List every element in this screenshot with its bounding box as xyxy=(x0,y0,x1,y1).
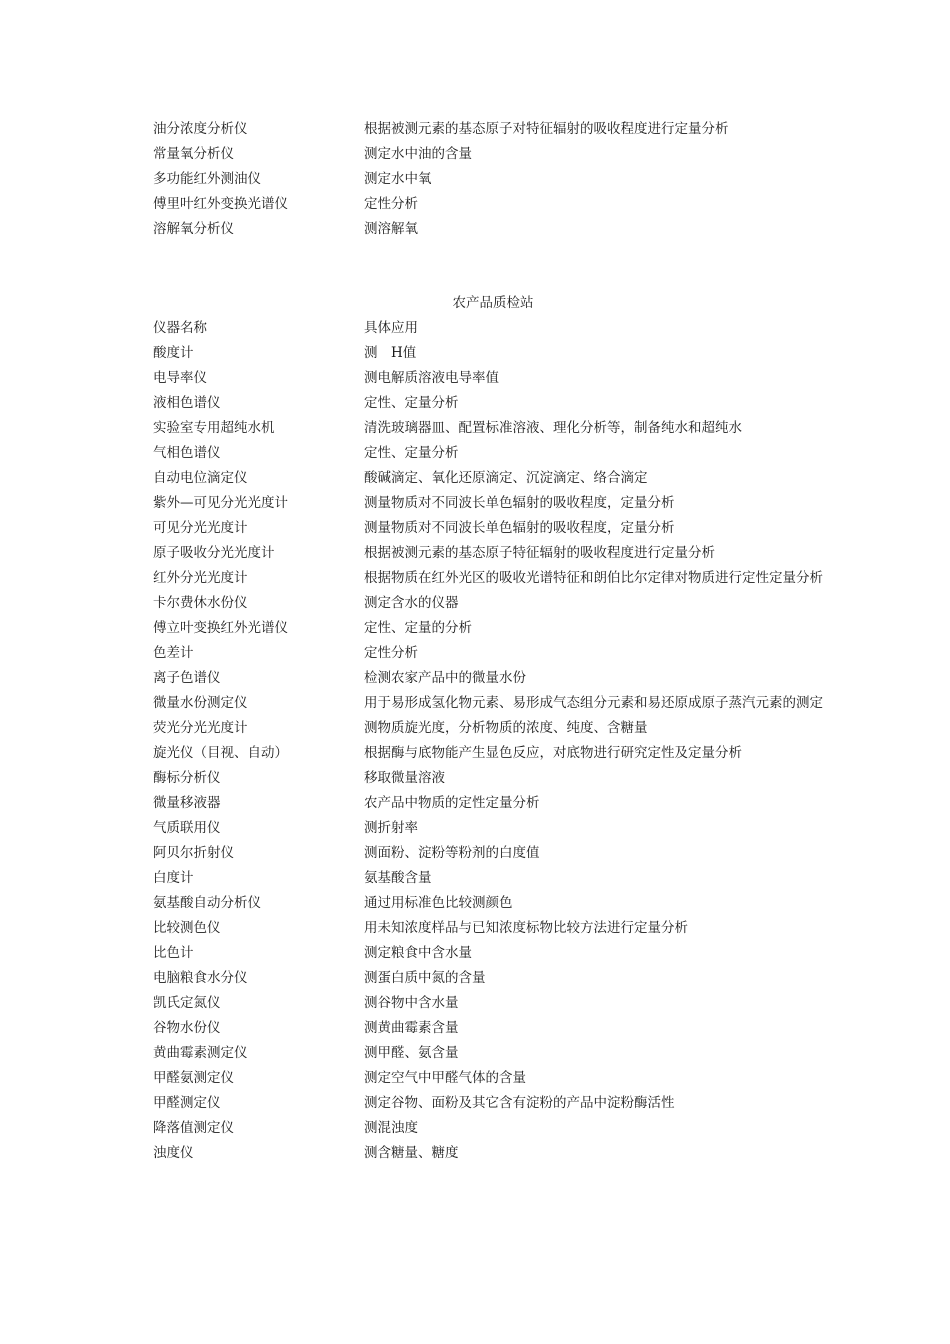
table-row xyxy=(153,1016,843,1041)
instrument-name: 黄曲霉素测定仪 xyxy=(153,1045,248,1061)
table-row xyxy=(153,1066,843,1091)
instrument-name: 凯氏定氮仪 xyxy=(153,995,221,1011)
instrument-name: 红外分光光度计 xyxy=(153,570,248,586)
instrument-name: 卡尔费休水份仪 xyxy=(153,595,248,611)
instrument-table-1 xyxy=(153,117,843,242)
instrument-application: 用未知浓度样品与已知浓度标物比较方法进行定量分析 xyxy=(364,920,688,936)
instrument-application: 定性分析 xyxy=(364,645,418,661)
instrument-application: 氨基酸含量 xyxy=(364,870,432,886)
instrument-application: 测含糖量、糖度 xyxy=(364,1145,459,1161)
instrument-name: 微量移液器 xyxy=(153,795,221,811)
table-header-row xyxy=(153,316,843,341)
table-row xyxy=(153,566,843,591)
table-row xyxy=(153,841,843,866)
instrument-application: 定性、定量分析 xyxy=(364,395,459,411)
instrument-application: 测定粮食中含水量 xyxy=(364,945,472,961)
instrument-name: 色差计 xyxy=(153,645,194,661)
instrument-name: 旋光仪（目视、自动） xyxy=(153,745,288,761)
instrument-name: 傅立叶变换红外光谱仪 xyxy=(153,620,288,636)
table-row xyxy=(153,966,843,991)
instrument-name: 原子吸收分光光度计 xyxy=(153,545,275,561)
section-title: 农产品质检站 xyxy=(452,295,534,311)
table-row xyxy=(153,441,843,466)
instrument-name: 傅里叶红外变换光谱仪 xyxy=(153,196,288,212)
instrument-name: 紫外—可见分光光度计 xyxy=(153,495,288,511)
table-row xyxy=(153,766,843,791)
table-row xyxy=(153,741,843,766)
instrument-application: 清洗玻璃器皿、配置标准溶液、理化分析等，制备纯水和超纯水 xyxy=(364,420,742,436)
instrument-name: 甲醛氨测定仪 xyxy=(153,1070,234,1086)
instrument-name: 浊度仪 xyxy=(153,1145,194,1161)
instrument-name: 比色计 xyxy=(153,945,194,961)
instrument-application: 移取微量溶液 xyxy=(364,770,445,786)
table-row xyxy=(153,1091,843,1116)
instrument-name: 溶解氧分析仪 xyxy=(153,221,234,237)
instrument-name: 降落值测定仪 xyxy=(153,1120,234,1136)
instrument-name: 可见分光光度计 xyxy=(153,520,248,536)
table-row xyxy=(153,1116,843,1141)
instrument-name: 微量水份测定仪 xyxy=(153,695,248,711)
instrument-name: 氨基酸自动分析仪 xyxy=(153,895,261,911)
table-row xyxy=(153,891,843,916)
table-row xyxy=(153,516,843,541)
instrument-application: 通过用标准色比较测颜色 xyxy=(364,895,513,911)
instrument-application: 根据被测元素的基态原子对特征辐射的吸收程度进行定量分析 xyxy=(364,121,729,137)
instrument-name: 荧光分光光度计 xyxy=(153,720,248,736)
instrument-application: 定性、定量分析 xyxy=(364,445,459,461)
instrument-application: 测蛋白质中氮的含量 xyxy=(364,970,486,986)
instrument-name: 液相色谱仪 xyxy=(153,395,221,411)
instrument-name: 常量氧分析仪 xyxy=(153,146,234,162)
table-row xyxy=(153,791,843,816)
table-row xyxy=(153,866,843,891)
instrument-application: 根据物质在红外光区的吸收光谱特征和朗伯比尔定律对物质进行定性定量分析 xyxy=(364,570,823,586)
table-row xyxy=(153,217,843,242)
instrument-application: 测定水中油的含量 xyxy=(364,146,472,162)
instrument-name: 实验室专用超纯水机 xyxy=(153,420,275,436)
header-application: 具体应用 xyxy=(364,320,418,336)
instrument-application: 测谷物中含水量 xyxy=(364,995,459,1011)
table-row xyxy=(153,991,843,1016)
instrument-name: 阿贝尔折射仪 xyxy=(153,845,234,861)
instrument-application: 测定水中氧 xyxy=(364,171,432,187)
table-row xyxy=(153,916,843,941)
table-row xyxy=(153,616,843,641)
table-row xyxy=(153,1041,843,1066)
instrument-name: 比较测色仪 xyxy=(153,920,221,936)
instrument-application: 定性分析 xyxy=(364,196,418,212)
instrument-application: 农产品中物质的定性定量分析 xyxy=(364,795,540,811)
instrument-application: 根据酶与底物能产生显色反应，对底物进行研究定性及定量分析 xyxy=(364,745,742,761)
instrument-application: 用于易形成氢化物元素、易形成气态组分元素和易还原成原子蒸汽元素的测定 xyxy=(364,695,823,711)
instrument-application: 测定空气中甲醛气体的含量 xyxy=(364,1070,526,1086)
instrument-application: 定性、定量的分析 xyxy=(364,620,472,636)
instrument-application: 测黄曲霉素含量 xyxy=(364,1020,459,1036)
instrument-application: 测 H值 xyxy=(364,345,417,361)
instrument-application: 测甲醛、氨含量 xyxy=(364,1045,459,1061)
table-row xyxy=(153,167,843,192)
instrument-application: 根据被测元素的基态原子特征辐射的吸收程度进行定量分析 xyxy=(364,545,715,561)
table-row xyxy=(153,941,843,966)
table-row xyxy=(153,716,843,741)
instrument-name: 酸度计 xyxy=(153,345,194,361)
table-row xyxy=(153,641,843,666)
table-row xyxy=(153,541,843,566)
table-row xyxy=(153,391,843,416)
instrument-name: 谷物水份仪 xyxy=(153,1020,221,1036)
instrument-application: 测电解质溶液电导率值 xyxy=(364,370,499,386)
instrument-application: 检测农家产品中的微量水份 xyxy=(364,670,526,686)
table-row xyxy=(153,1141,843,1166)
table-row xyxy=(153,416,843,441)
instrument-application: 测量物质对不同波长单色辐射的吸收程度，定量分析 xyxy=(364,495,675,511)
table-row xyxy=(153,366,843,391)
table-row xyxy=(153,341,843,366)
instrument-application: 测物质旋光度，分析物质的浓度、纯度、含糖量 xyxy=(364,720,648,736)
instrument-application: 酸碱滴定、氧化还原滴定、沉淀滴定、络合滴定 xyxy=(364,470,648,486)
instrument-name: 电导率仪 xyxy=(153,370,207,386)
instrument-name: 多功能红外测油仪 xyxy=(153,171,261,187)
instrument-name: 电脑粮食水分仪 xyxy=(153,970,248,986)
table-row xyxy=(153,816,843,841)
table-row xyxy=(153,591,843,616)
instrument-name: 油分浓度分析仪 xyxy=(153,121,248,137)
instrument-application: 测溶解氧 xyxy=(364,221,418,237)
table-row xyxy=(153,691,843,716)
instrument-application: 测折射率 xyxy=(364,820,418,836)
instrument-name: 气相色谱仪 xyxy=(153,445,221,461)
instrument-name: 气质联用仪 xyxy=(153,820,221,836)
table-row xyxy=(153,117,843,142)
instrument-name: 酶标分析仪 xyxy=(153,770,221,786)
table-row xyxy=(153,192,843,217)
instrument-application: 测面粉、淀粉等粉剂的白度值 xyxy=(364,845,540,861)
table-row xyxy=(153,466,843,491)
instrument-application: 测定谷物、面粉及其它含有淀粉的产品中淀粉酶活性 xyxy=(364,1095,675,1111)
table-row xyxy=(153,491,843,516)
instrument-name: 离子色谱仪 xyxy=(153,670,221,686)
instrument-name: 自动电位滴定仪 xyxy=(153,470,248,486)
table-row xyxy=(153,666,843,691)
instrument-application: 测量物质对不同波长单色辐射的吸收程度，定量分析 xyxy=(364,520,675,536)
instrument-application: 测定含水的仪器 xyxy=(364,595,459,611)
instrument-application: 测混浊度 xyxy=(364,1120,418,1136)
table-row xyxy=(153,142,843,167)
instrument-name: 白度计 xyxy=(153,870,194,886)
instrument-table-2 xyxy=(153,316,843,1166)
instrument-name: 甲醛测定仪 xyxy=(153,1095,221,1111)
header-instrument-name: 仪器名称 xyxy=(153,320,207,336)
